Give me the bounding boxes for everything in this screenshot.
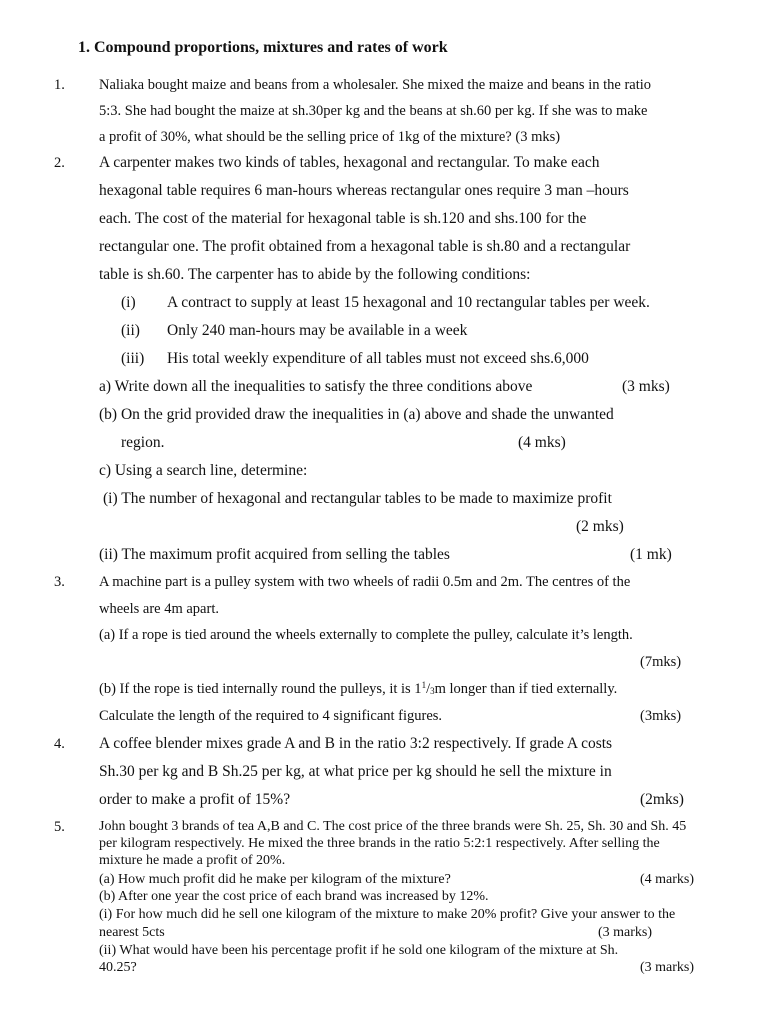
q3-part-b-line-2: Calculate the length of the required to 4 significant figures. bbox=[99, 708, 443, 724]
q4-line-1: A coffee blender mixes grade A and B in the ratio 3:2 respectively. If grade A costs bbox=[99, 735, 613, 752]
q2-line-4: rectangular one. The profit obtained from a hexagonal table is sh.80 and a rectangular bbox=[99, 238, 631, 255]
q2-part-b-marks: (4 mks) bbox=[518, 434, 566, 451]
q1-line-3: a profit of 30%, what should be the selling price of 1kg of the mixture? (3 mks) bbox=[99, 129, 561, 145]
q2-line-3: each. The cost of the material for hexagonal table is sh.120 and shs.100 for the bbox=[99, 210, 587, 227]
q1-line-2: 5:3. She had bought the maize at sh.30per kg and the beans at sh.60 per kg. If she was to make bbox=[99, 103, 648, 119]
q2-number: 2. bbox=[54, 155, 65, 171]
q5-part-b-i-marks: (3 marks) bbox=[598, 925, 653, 940]
q3-part-b: (b) If the rope is tied internally round the pulleys, it is $1^1/_3m$ longer than if tied externally. bbox=[99, 680, 618, 697]
q4-line-3: order to make a profit of 15%? bbox=[99, 791, 291, 808]
q2-part-c-i: (i) The number of hexagonal and rectangular tables to be made to maximize profit bbox=[103, 490, 612, 507]
q5-number: 5. bbox=[54, 819, 65, 835]
q2-part-c-ii: (ii) The maximum profit acquired from selling the tables bbox=[99, 546, 450, 563]
q3-fraction-denominator: 3 bbox=[430, 686, 435, 696]
q3-part-a-marks: (7mks) bbox=[640, 654, 682, 670]
q2-line-1: A carpenter makes two kinds of tables, hexagonal and rectangular. To make each bbox=[99, 154, 600, 171]
q3-line-1: A machine part is a pulley system with two wheels of radii 0.5m and 2m. The centres of the bbox=[99, 574, 631, 590]
q5-line-1: John bought 3 brands of tea A,B and C. The cost price of the three brands were Sh. 25, Sh. 30 and Sh. 45 bbox=[99, 819, 687, 834]
q4-marks: (2mks) bbox=[640, 791, 684, 808]
q2-condition-2-number: (ii) bbox=[121, 322, 140, 339]
q5-part-b-i-line-1: (i) For how much did he sell one kilogram of the mixture to make 20% profit? Give your answer to the bbox=[99, 907, 676, 922]
q2-condition-1: A contract to supply at least 15 hexagonal and 10 rectangular tables per week. bbox=[167, 294, 650, 311]
q5-line-2: per kilogram respectively. He mixed the three brands in the ratio 5:2:1 respectively. After selling the bbox=[99, 836, 660, 851]
q2-line-5: table is sh.60. The carpenter has to abide by the following conditions: bbox=[99, 266, 531, 283]
q5-part-b-i-line-2: nearest 5cts bbox=[99, 925, 165, 940]
q3-part-a: (a) If a rope is tied around the wheels externally to complete the pulley, calculate it’s length. bbox=[99, 627, 633, 643]
q1-number: 1. bbox=[54, 77, 65, 93]
q3-part-b-start: (b) If the rope is tied internally round the pulleys, it is 1 bbox=[99, 681, 422, 697]
q3-fraction-numerator: 1 bbox=[421, 680, 427, 690]
q2-part-a-marks: (3 mks) bbox=[622, 378, 670, 395]
q5-part-b: (b) After one year the cost price of each brand was increased by 12%. bbox=[99, 889, 489, 904]
q2-part-c-ii-marks: (1 mk) bbox=[630, 546, 672, 563]
q5-part-a-marks: (4 marks) bbox=[640, 872, 695, 887]
q2-line-2: hexagonal table requires 6 man-hours whereas rectangular ones require 3 man –hours bbox=[99, 182, 629, 199]
q5-line-3: mixture he made a profit of 20%. bbox=[99, 853, 286, 868]
q2-condition-3: His total weekly expenditure of all tables must not exceed shs.6,000 bbox=[167, 350, 589, 367]
q3-line-2: wheels are 4m apart. bbox=[99, 601, 219, 617]
page-heading: 1. Compound proportions, mixtures and rates of work bbox=[78, 39, 448, 56]
q2-part-b-line-2: region. bbox=[121, 434, 165, 451]
q2-part-c: c) Using a search line, determine: bbox=[99, 462, 308, 479]
q5-part-b-ii-line-2: 40.25? bbox=[99, 960, 137, 975]
q5-part-b-ii-line-1: (ii) What would have been his percentage profit if he sold one kilogram of the mixture at Sh. bbox=[99, 943, 619, 958]
q4-line-2: Sh.30 per kg and B Sh.25 per kg, at what price per kg should he sell the mixture in bbox=[99, 763, 612, 780]
q1-line-1: Naliaka bought maize and beans from a wholesaler. She mixed the maize and beans in the ratio bbox=[99, 77, 652, 93]
q3-part-b-marks: (3mks) bbox=[640, 708, 682, 724]
q2-part-b-line-1: (b) On the grid provided draw the inequalities in (a) above and shade the unwanted bbox=[99, 406, 614, 423]
q2-condition-2: Only 240 man-hours may be available in a week bbox=[167, 322, 468, 339]
q3-part-b-end: m longer than if tied externally. bbox=[434, 681, 618, 697]
q2-part-a: a) Write down all the inequalities to satisfy the three conditions above bbox=[99, 378, 533, 395]
q2-condition-3-number: (iii) bbox=[121, 350, 145, 367]
q5-part-a: (a) How much profit did he make per kilogram of the mixture? bbox=[99, 872, 451, 887]
q3-number: 3. bbox=[54, 574, 65, 590]
q4-number: 4. bbox=[54, 736, 65, 752]
q2-part-c-i-marks: (2 mks) bbox=[576, 518, 624, 535]
q2-condition-1-number: (i) bbox=[121, 294, 136, 311]
q5-part-b-ii-marks: (3 marks) bbox=[640, 960, 695, 975]
